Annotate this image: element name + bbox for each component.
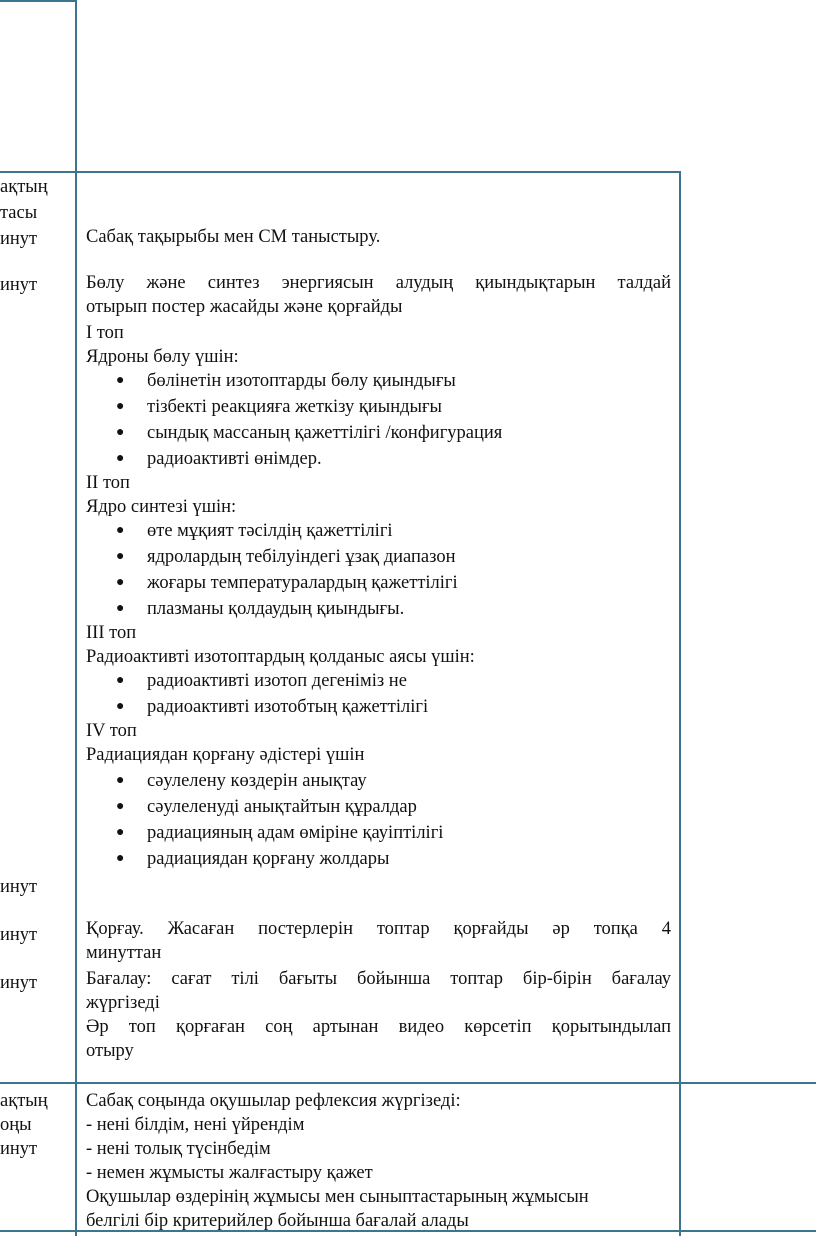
group1-title: І топ: [86, 323, 124, 343]
group1-item-3: сындық массаның қажеттілігі /конфигурация: [147, 423, 503, 443]
group1-item-4: радиоактивті өнімдер.: [147, 449, 322, 469]
group1-item-2: тізбекті реакцияға жеткізу қиындығы: [147, 397, 442, 417]
group4-item-1: сәулелену көздерін анықтау: [147, 771, 367, 791]
task-line-1: Бөлу және синтез энергиясын алудың қиындықтарын талдай: [86, 273, 671, 293]
bullet-icon: ●: [116, 699, 125, 714]
reflection-item-3: - немен жұмысты жалғастыру қажет: [86, 1163, 373, 1183]
col-divider-1: [75, 0, 77, 1236]
group4-item-2: сәулеленуді анықтайтын құралдар: [147, 797, 417, 817]
bullet-icon: ●: [116, 575, 125, 590]
group2-item-4: плазманы қолдаудың қиындығы.: [147, 599, 405, 619]
col-divider-2: [679, 171, 681, 1236]
time-label-4: инут: [0, 925, 38, 945]
time-label-2: инут: [0, 275, 38, 295]
group3-subtitle: Радиоактивті изотоптардың қолданыс аясы үшін:: [86, 647, 475, 667]
time-label-1: инут: [0, 229, 38, 249]
video-line-2: отыру: [86, 1041, 134, 1061]
stage-label-line2: тасы: [0, 203, 38, 223]
group4-item-3: радиацияның адам өміріне қауіптілігі: [147, 823, 444, 843]
bullet-icon: ●: [116, 673, 125, 688]
group3-item-1: радиоактивті изотоп дегеніміз не: [147, 671, 407, 691]
reflection-item-1: - нені білдім, нені үйрендім: [86, 1115, 305, 1135]
row-divider-1: [0, 171, 681, 173]
reflection-item-2: - нені толық түсінбедім: [86, 1139, 271, 1159]
reflection-intro: Сабақ соңында оқушылар рефлексия жүргізеді:: [86, 1091, 461, 1111]
task-line-2: отырып постер жасайды және қорғайды: [86, 297, 403, 317]
bullet-icon: ●: [116, 425, 125, 440]
group1-item-1: бөлінетін изотоптарды бөлу қиындығы: [147, 371, 456, 391]
bullet-icon: ●: [116, 399, 125, 414]
group4-subtitle: Радиациядан қорғану әдістері үшін: [86, 745, 365, 765]
group1-subtitle: Ядроны бөлу үшін:: [86, 347, 239, 367]
stage-label-line1: ақтың: [0, 177, 48, 197]
group2-item-3: жоғары температуралардың қажеттілігі: [147, 573, 458, 593]
bullet-icon: ●: [116, 825, 125, 840]
stage-end-line1: ақтың: [0, 1091, 48, 1111]
time-label-5: инут: [0, 973, 38, 993]
defense-line-2: минуттан: [86, 943, 162, 963]
reflection-line-5: Оқушылар өздерінің жұмысы мен сыныптастарының жұмысын: [86, 1187, 589, 1207]
reflection-line-6: белгілі бір критерийлер бойынша бағалай алады: [86, 1211, 469, 1231]
video-line-1: Әр топ қорғаған соң артынан видео көрсетіп қорытындылап: [86, 1017, 671, 1037]
bullet-icon: ●: [116, 373, 125, 388]
top-border-left: [0, 0, 77, 2]
bullet-icon: ●: [116, 601, 125, 616]
group3-title: ІІІ топ: [86, 623, 137, 643]
bullet-icon: ●: [116, 851, 125, 866]
time-label-3: инут: [0, 877, 38, 897]
group2-title: ІІ топ: [86, 473, 130, 493]
group4-item-4: радиациядан қорғану жолдары: [147, 849, 390, 869]
group3-item-2: радиоактивті изотобтың қажеттілігі: [147, 697, 429, 717]
intro-text: Сабақ тақырыбы мен СМ таныстыру.: [86, 227, 381, 247]
assess-line-1: Бағалау: сағат тілі бағыты бойынша топтар бір-бірін бағалау: [86, 969, 671, 989]
assess-line-2: жүргізеді: [86, 993, 160, 1013]
bullet-icon: ●: [116, 523, 125, 538]
bullet-icon: ●: [116, 799, 125, 814]
time-label-6: инут: [0, 1139, 38, 1159]
bullet-icon: ●: [116, 451, 125, 466]
row-divider-2: [0, 1082, 816, 1084]
defense-line-1: Қорғау. Жасаған постерлерін топтар қорғайды әр топқа 4: [86, 919, 671, 939]
bullet-icon: ●: [116, 549, 125, 564]
group2-subtitle: Ядро синтезі үшін:: [86, 497, 237, 517]
group2-item-1: өте мұқият тәсілдің қажеттілігі: [147, 521, 393, 541]
group2-item-2: ядролардың тебілуіндегі ұзақ диапазон: [147, 547, 456, 567]
stage-end-line2: оңы: [0, 1115, 32, 1135]
bullet-icon: ●: [116, 773, 125, 788]
group4-title: ІV топ: [86, 721, 137, 741]
